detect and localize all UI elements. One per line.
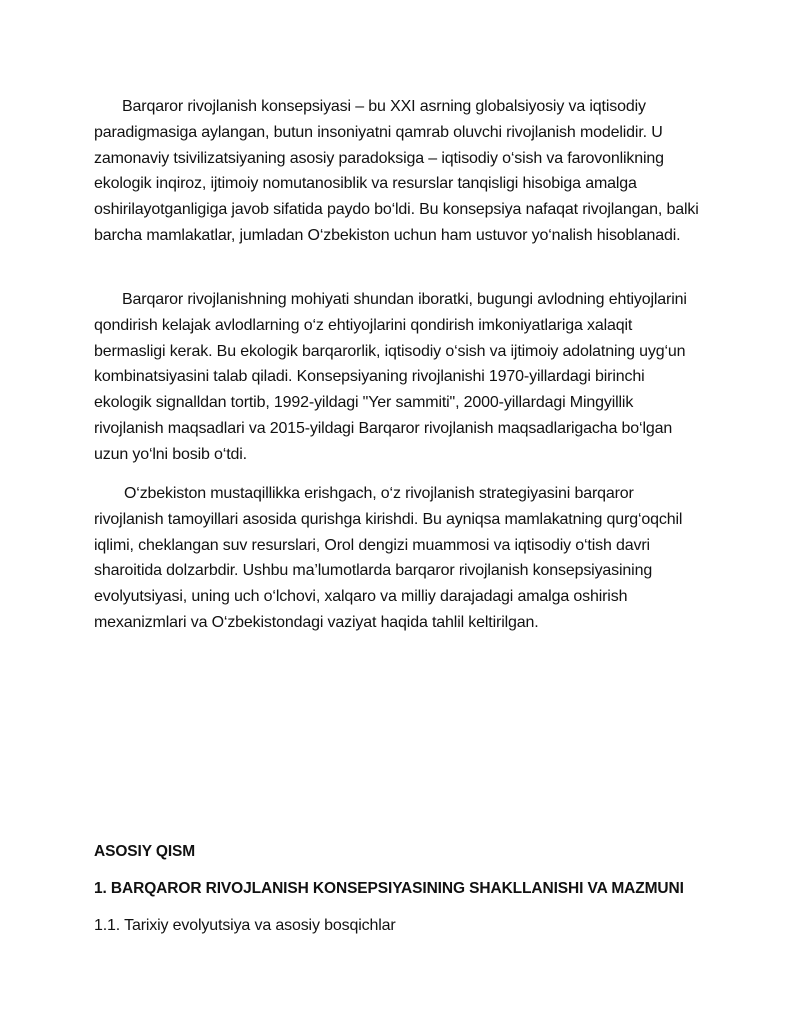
intro-paragraph-2: Barqaror rivojlanishning mohiyati shundan iboratki, bugungi avlodning ehtiyojlarini qondirish kelajak avlodlarning o‘z ehtiyojlarini qondirish imkoniyatlariga xalaqit bermasligi kerak. Bu ekologik barqarorlik, iqtisodiy o‘sish va ijtimoiy adolatning uyg‘un kombinatsiyasini talab qiladi. Konsepsiyaning rivojlanishi 1970-yillardagi birinchi ekologik signalldan tortib, 1992-yildagi "Yer sammiti", 2000-yillardagi Mingyillik rivojlanish maqsadlari va 2015-yildagi Barqaror rivojlanish maqsadlarigacha bo‘lgan uzun yo‘lni bosib o‘tdi. [94,291,687,463]
intro-paragraph-3: O‘zbekiston mustaqillikka erishgach, o‘z rivojlanish strategiyasini barqaror rivojlanish tamoyillari asosida qurishga kirishdi. Bu ayniqsa mamlakatning qurg‘oqchil iqlimi, cheklangan suv resurslari, Orol dengizi muammosi va iqtisodiy o‘tish davri sharoitida dolzarbdir. Ushbu ma’lumotlarda barqaror rivojlanish konsepsiyasining evolyutsiyasi, uning uch o‘lchovi, xalqaro va milliy darajadagi amalga oshirish mexanizmlari va O‘zbekistondagi vaziyat haqida tahlil keltirilgan. [94,485,683,631]
main-part-heading: ASOSIY QISM [94,843,196,860]
section-heading: 1. BARQAROR RIVOJLANISH KONSEPSIYASINING SHAKLLANISHI VA MAZMUNI [94,880,684,897]
subsection-heading: 1.1. Tarixiy evolyutsiya va asosiy bosqichlar [94,917,396,934]
intro-paragraph-1: Barqaror rivojlanish konsepsiyasi – bu XXI asrning globalsiyosiy va iqtisodiy paradigmasiga aylangan, butun insoniyatni qamrab oluvchi rivojlanish modelidir. U zamonaviy tsivilizatsiyaning asosiy paradoksiga – iqtisodiy o‘sish va farovonlikning ekologik inqiroz, ijtimoiy nomutanosiblik va resurslar tanqisligi hisobiga amalga oshirilayotganligiga javob sifatida paydo bo‘ldi. Bu konsepsiya nafaqat rivojlangan, balki barcha mamlakatlar, jumladan O‘zbekiston uchun ham ustuvor yo‘nalish hisoblanadi. [94,98,699,244]
